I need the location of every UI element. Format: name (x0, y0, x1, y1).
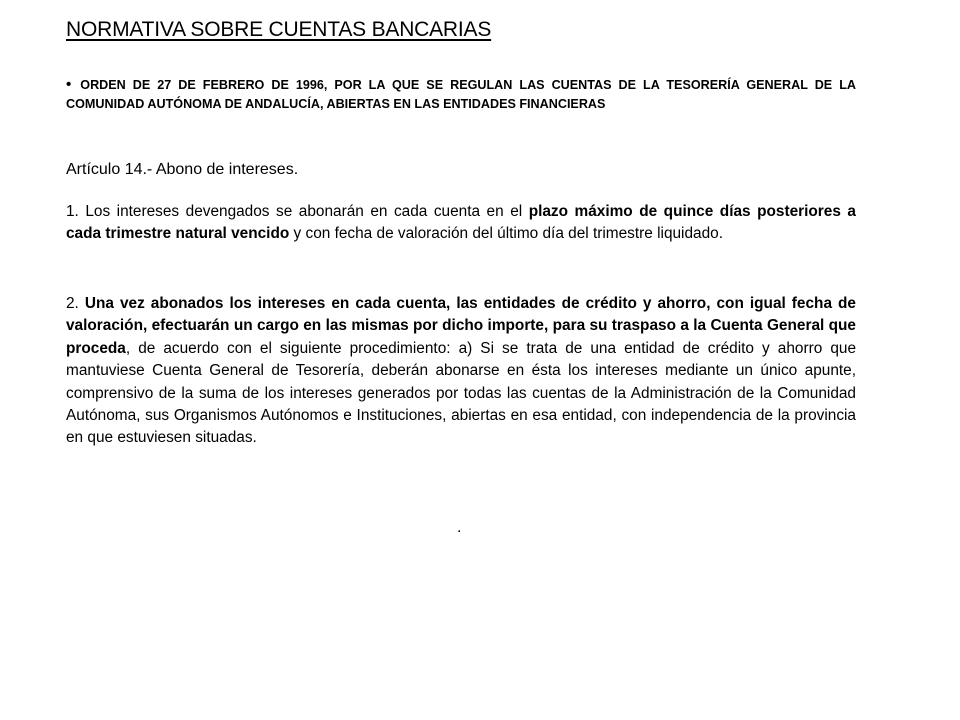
article-paragraph-1 (66, 201, 856, 246)
paragraph-2-tail: , de acuerdo con el siguiente procedimiento: a) Si se trata de una entidad de crédito y ahorro que mantuviese Cuenta General de Tesorería, deberán abonarse en ésta los intereses mediante un único apunte, comprensivo de la suma de los intereses generados por todas las cuentas de la Administración de la Comunidad Autónoma, sus Organismos Autónomos e Instituciones, abiertas en esa entidad, con independencia de la provincia en que estuviesen situadas. (66, 339, 856, 447)
paragraph-2-lead: 2. (66, 295, 85, 312)
footer-mark: . (457, 519, 462, 536)
paragraph-1-lead: 1. Los intereses devengados se abonarán en cada cuenta en el (66, 203, 529, 220)
bullet-icon: • (66, 76, 72, 93)
paragraph-1-emphasis: plazo máximo de quince días posteriores a cada trimestre natural vencido (66, 203, 856, 243)
paragraph-1-tail: y con fecha de valoración del último día del trimestre liquidado. (289, 225, 723, 243)
order-reference (66, 75, 856, 114)
order-text: ORDEN DE 27 DE FEBRERO DE 1996, POR LA QUE SE REGULAN LAS CUENTAS DE LA TESORERÍA GENERAL DE LA COMUNIDAD AUTÓNOMA DE ANDALUCÍA, ABIERTAS EN LAS ENTIDADES FINANCIERAS (66, 78, 856, 111)
article-paragraph-2 (66, 293, 856, 450)
article-heading: Artículo 14.- Abono de intereses. (66, 161, 299, 178)
paragraph-2-emphasis: Una vez abonados los intereses en cada cuenta, las entidades de crédito y ahorro, con igual fecha de valoración, efectuarán un cargo en las mismas por dicho importe, para su traspaso a la Cuenta General que proceda (66, 295, 856, 357)
page-title: NORMATIVA SOBRE CUENTAS BANCARIAS (66, 18, 492, 41)
